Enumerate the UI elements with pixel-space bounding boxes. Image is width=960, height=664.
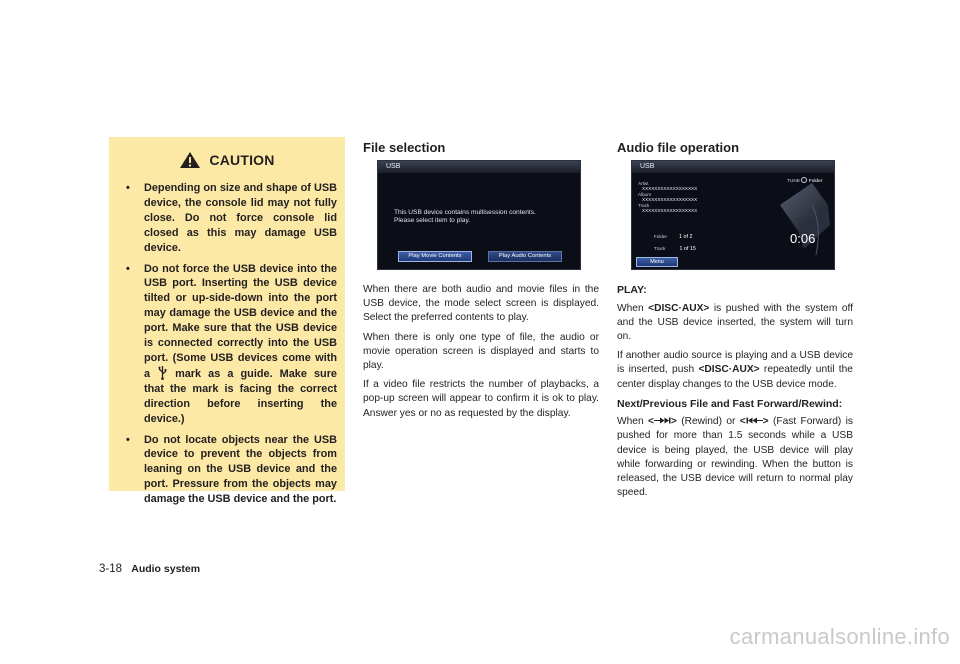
folder-button[interactable]: Folder [808, 179, 823, 184]
page-footer [99, 563, 200, 575]
rewind-icon [654, 417, 671, 424]
track-info: Artist XXXXXXXXXXXXXXXXXX Album XXXXXXXXXXXXXXXXXX Track XXXXXXXXXXXXXXXXXX [638, 181, 698, 214]
file-selection-para-2: When there is only one type of file, the audio or movie operation screen is displayed and starts to play. [363, 331, 599, 372]
fast-forward-para: When < > (Rewind) or < > (Fast Forward) is pushed for more than 1.5 seconds while a USB device is being played, the USB device will play while forwarding or rewinding. When the button is released, the USB device will return to normal play speed. [617, 416, 853, 499]
audio-operation-section [617, 140, 853, 156]
caution-list [109, 181, 345, 507]
file-selection-para-3: If a video file restricts the number of playbacks, a pop-up screen will appear to confirm it is ok to play. Answer yes or no as requested by the display. [363, 379, 599, 419]
caution-item-1: • Depending on size and shape of USB device, the console lid may not fully close. Do not force console lid closed as this may damage USB device. [126, 182, 337, 254]
warning-triangle-icon [179, 151, 201, 169]
menu-button[interactable]: Menu [636, 257, 678, 267]
play-audio-button[interactable]: Play Audio Contents [488, 251, 562, 262]
file-selection-para-1: When there are both audio and movie files in the USB device, the mode select screen is displayed. Select the preferred contents to play. [363, 284, 599, 324]
screen-message: This USB device contains multisession contents. Please select item to play. [394, 209, 536, 224]
audio-playback-screen [631, 160, 835, 270]
caution-title: CAUTION [209, 152, 275, 168]
file-selection-section [363, 140, 599, 156]
page-number: 3-18 [99, 563, 123, 575]
usb-stick-graphic-icon [750, 175, 830, 261]
next-previous-subheading: Next/Previous File and Fast Forward/Rewind: [617, 397, 843, 410]
screen-title-bar: USB [378, 161, 580, 173]
section-name: Audio system [131, 563, 201, 575]
caution-item-3: • Do not locate objects near the USB device to prevent the objects from leaning on the USB device and the port. Pressure from the objects may damage the USB device and the port. [126, 433, 337, 506]
play-subheading: PLAY: [617, 284, 647, 296]
play-para-2: If another audio source is playing and a USB device is inserted, push <DISC·AUX> repeatedly until the center display changes to the USB device mode. [617, 350, 853, 390]
screen-title-bar: USB [632, 161, 834, 173]
elapsed-time: 0:06 [790, 231, 816, 246]
audio-operation-heading: Audio file operation [617, 140, 740, 155]
site-watermark: carmanualsonline.info [729, 624, 950, 649]
caution-box [109, 137, 345, 506]
caution-header [109, 150, 345, 170]
play-para-1: When <DISC·AUX> is pushed with the system off and the USB device inserted, the system will turn on. [617, 302, 853, 342]
file-selection-heading: File selection [363, 140, 446, 155]
file-selection-text [363, 283, 599, 426]
usb-mark-icon [158, 366, 167, 380]
audio-operation-text [617, 283, 853, 505]
caution-item-2: • Do not force the USB device into the USB port. Inserting the USB device tilted or up-side-down into the port may damage the USB device and the port. Make sure that the USB device is connected correctly into the USB port. (Some USB devices come with a mark as a guide. Make sure that the mark is facing the correct direction before inserting the device.) [126, 262, 337, 425]
fast-forward-icon [746, 417, 763, 424]
tune-folder-label: TUNE Folder [787, 179, 823, 184]
mode-select-screen [377, 160, 581, 270]
folder-track-info: Folder 1 of 2 Track 1 of 15 [654, 234, 696, 252]
play-movie-button[interactable]: Play Movie Contents [398, 251, 472, 262]
